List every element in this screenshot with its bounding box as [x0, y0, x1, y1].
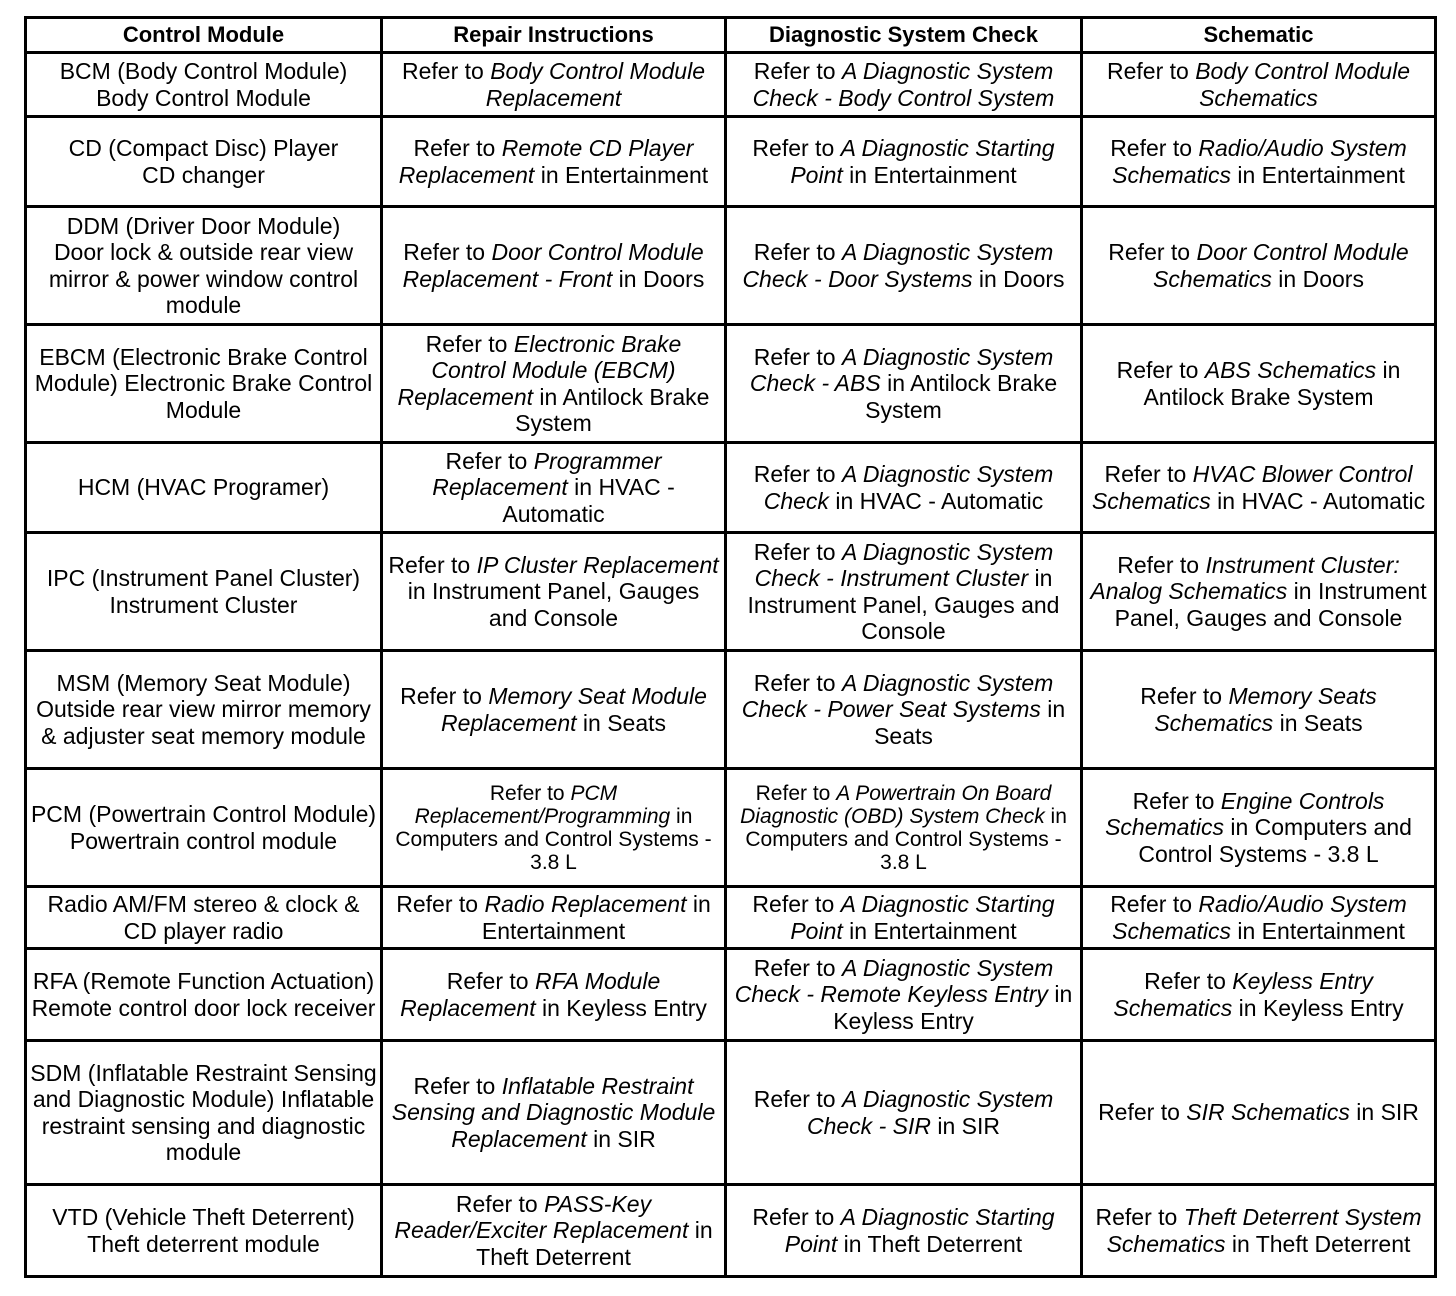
- ref-suffix: in Computers and Control Systems - 3.8 L: [395, 804, 712, 874]
- diag-cell: [726, 887, 1082, 949]
- ref-prefix: Refer to: [1140, 683, 1229, 709]
- ref-prefix: Refer to: [400, 683, 489, 709]
- module-line: CD (Compact Disc) Player: [68, 135, 339, 161]
- ref-suffix: in Instrument Panel, Gauges and Console: [1114, 578, 1427, 631]
- module-cell: [26, 1185, 382, 1277]
- ref-suffix: in Doors: [612, 265, 705, 292]
- ref-suffix: in HVAC - Automatic: [828, 487, 1044, 514]
- module-cell: [26, 117, 382, 207]
- ref-title: ABS Schematics: [1204, 357, 1377, 383]
- repair-cell: [382, 769, 726, 887]
- ref-suffix: in Keyless Entry: [535, 994, 707, 1021]
- ref-prefix: Refer to: [413, 135, 502, 161]
- ref-prefix: Refer to: [425, 330, 514, 357]
- repair-cell: [382, 887, 726, 949]
- schematic-cell: [1082, 117, 1436, 207]
- header-row: [26, 18, 1436, 53]
- ref-title: Memory Seat Module Replacement: [440, 683, 707, 736]
- module-line: PCM (Powertrain Control Module) Powertrain control module: [30, 801, 377, 854]
- ref-title: A Diagnostic System Check: [763, 461, 1054, 514]
- table-row: [26, 53, 1436, 117]
- ref-prefix: Refer to: [753, 538, 842, 565]
- module-cell: [26, 533, 382, 651]
- module-line: EBCM (Electronic Brake Control Module) Electronic Brake Control Module: [34, 343, 373, 423]
- repair-cell: [382, 1041, 726, 1185]
- ref-title: Radio Replacement: [484, 891, 687, 917]
- document-page: [24, 16, 1434, 1278]
- ref-title: A Diagnostic Starting Point: [790, 135, 1055, 188]
- module-cell: [26, 325, 382, 443]
- ref-title: A Diagnostic System Check - Instrument Cluster: [754, 538, 1054, 591]
- ref-title: Radio/Audio System Schematics: [1112, 891, 1407, 944]
- schematic-cell: [1082, 207, 1436, 325]
- ref-title: Remote CD Player Replacement: [398, 135, 694, 188]
- ref-suffix: in Entertainment: [1231, 917, 1405, 944]
- ref-suffix: in Doors: [1271, 265, 1364, 292]
- table-row: [26, 325, 1436, 443]
- ref-title: Keyless Entry Schematics: [1113, 968, 1373, 1021]
- diag-cell: [726, 1041, 1082, 1185]
- diag-cell: [726, 325, 1082, 443]
- ref-title: SIR Schematics: [1186, 1099, 1350, 1126]
- ref-title: Engine Controls Schematics: [1105, 787, 1385, 841]
- diag-cell: [726, 533, 1082, 651]
- ref-prefix: Refer to: [413, 1072, 502, 1099]
- ref-suffix: in SIR: [930, 1112, 1000, 1139]
- ref-prefix: Refer to: [1116, 357, 1205, 383]
- table-row: [26, 769, 1436, 887]
- ref-suffix: in Seats: [874, 696, 1066, 749]
- repair-cell: [382, 949, 726, 1041]
- ref-prefix: Refer to: [1095, 1204, 1184, 1230]
- module-cell: [26, 949, 382, 1041]
- schematic-cell: [1082, 443, 1436, 533]
- ref-title: IP Cluster Replacement: [476, 551, 719, 578]
- module-cell: [26, 769, 382, 887]
- diag-cell: [726, 949, 1082, 1041]
- header-control-module: Control Module: [26, 18, 382, 53]
- ref-suffix: in Entertainment: [534, 161, 709, 188]
- module-line: RFA (Remote Function Actuation) Remote control door lock receiver: [31, 968, 376, 1021]
- schematic-cell: [1082, 53, 1436, 117]
- ref-suffix: in Antilock Brake System: [1143, 357, 1401, 410]
- module-line: SDM (Inflatable Restraint Sensing and Diagnostic Module) Inflatable restraint sensing and diagnostic module: [30, 1059, 377, 1165]
- ref-title: A Diagnostic System Check - ABS: [749, 343, 1054, 397]
- ref-prefix: Refer to: [753, 239, 842, 265]
- ref-title: PASS-Key Reader/Exciter Replacement: [394, 1190, 689, 1244]
- header-diagnostic-system-check: Diagnostic System Check: [726, 18, 1082, 53]
- ref-prefix: Refer to: [1132, 787, 1221, 814]
- ref-prefix: Refer to: [403, 239, 492, 265]
- header-repair-instructions: Repair Instructions: [382, 18, 726, 53]
- ref-title: A Diagnostic Starting Point: [784, 1204, 1055, 1257]
- module-line: Door lock & outside rear view mirror & power window control module: [48, 239, 359, 318]
- ref-suffix: in HVAC - Automatic: [502, 474, 675, 527]
- ref-suffix: in Theft Deterrent: [1225, 1230, 1411, 1257]
- schematic-cell: [1082, 533, 1436, 651]
- module-line: Theft deterrent module: [87, 1230, 320, 1257]
- ref-prefix: Refer to: [753, 343, 842, 370]
- ref-title: A Powertrain On Board Diagnostic (OBD) System Check: [740, 781, 1052, 828]
- ref-suffix: in SIR: [1349, 1099, 1419, 1126]
- ref-suffix: in Theft Deterrent: [837, 1230, 1023, 1257]
- ref-title: Memory Seats Schematics: [1154, 683, 1377, 736]
- repair-cell: [382, 443, 726, 533]
- ref-suffix: in Antilock Brake System: [515, 383, 710, 436]
- module-line: IPC (Instrument Panel Cluster) Instrument Cluster: [46, 565, 361, 618]
- table-row: [26, 207, 1436, 325]
- table-row: [26, 443, 1436, 533]
- repair-cell: [382, 1185, 726, 1277]
- ref-prefix: Refer to: [752, 135, 841, 161]
- schematic-cell: [1082, 949, 1436, 1041]
- ref-prefix: Refer to: [489, 781, 571, 805]
- ref-suffix: in Entertainment: [481, 891, 711, 944]
- module-line: VTD (Vehicle Theft Deterrent): [52, 1204, 355, 1230]
- ref-prefix: Refer to: [1144, 968, 1233, 994]
- ref-prefix: Refer to: [753, 669, 842, 696]
- table-row: [26, 651, 1436, 769]
- table-row: [26, 533, 1436, 651]
- module-line: MSM (Memory Seat Module): [56, 669, 351, 696]
- ref-title: Radio/Audio System Schematics: [1112, 135, 1407, 188]
- header-schematic: Schematic: [1082, 18, 1436, 53]
- ref-suffix: in Seats: [1273, 709, 1363, 736]
- diag-cell: [726, 117, 1082, 207]
- ref-suffix: in Computers and Control Systems - 3.8 L: [1138, 814, 1412, 867]
- schematic-cell: [1082, 887, 1436, 949]
- ref-title: Body Control Module Replacement: [485, 58, 705, 111]
- module-cell: [26, 207, 382, 325]
- ref-prefix: Refer to: [401, 58, 491, 84]
- schematic-cell: [1082, 769, 1436, 887]
- module-line: Body Control Module: [96, 84, 311, 111]
- ref-suffix: in Entertainment: [1231, 161, 1405, 188]
- repair-cell: [382, 207, 726, 325]
- repair-cell: [382, 533, 726, 651]
- ref-prefix: Refer to: [445, 447, 534, 474]
- schematic-cell: [1082, 1185, 1436, 1277]
- ref-suffix: in Entertainment: [842, 917, 1017, 944]
- diag-cell: [726, 651, 1082, 769]
- ref-title: A Diagnostic Starting Point: [790, 891, 1055, 944]
- ref-prefix: Refer to: [1110, 891, 1199, 917]
- module-cell: [26, 651, 382, 769]
- ref-prefix: Refer to: [446, 968, 535, 994]
- ref-prefix: Refer to: [1117, 551, 1206, 578]
- repair-cell: [382, 651, 726, 769]
- ref-suffix: in Computers and Control Systems - 3.8 L: [745, 804, 1067, 874]
- diag-cell: [726, 1185, 1082, 1277]
- ref-prefix: Refer to: [388, 551, 477, 578]
- module-cell: [26, 887, 382, 949]
- module-line: Radio AM/FM stereo & clock & CD player radio: [47, 891, 360, 944]
- ref-title: A Diagnostic System Check - Body Control System: [752, 58, 1055, 111]
- ref-prefix: Refer to: [755, 781, 837, 805]
- ref-title: Body Control Module Schematics: [1195, 58, 1410, 111]
- ref-suffix: in Instrument Panel, Gauges and Console: [407, 578, 700, 631]
- ref-prefix: Refer to: [752, 891, 841, 917]
- ref-title: Door Control Module Schematics: [1153, 239, 1409, 292]
- ref-suffix: in Antilock Brake System: [865, 370, 1058, 423]
- ref-suffix: in Instrument Panel, Gauges and Console: [747, 565, 1060, 644]
- table-row: [26, 949, 1436, 1041]
- diag-cell: [726, 443, 1082, 533]
- ref-title: A Diagnostic System Check - Remote Keyless Entry: [734, 954, 1054, 1008]
- schematic-cell: [1082, 325, 1436, 443]
- module-cell: [26, 53, 382, 117]
- table-row: [26, 1185, 1436, 1277]
- table-row: [26, 887, 1436, 949]
- ref-prefix: Refer to: [753, 461, 842, 487]
- ref-prefix: Refer to: [455, 1190, 545, 1217]
- ref-title: A Diagnostic System Check - SIR: [806, 1086, 1054, 1139]
- ref-title: RFA Module Replacement: [400, 968, 661, 1021]
- ref-prefix: Refer to: [396, 891, 485, 917]
- module-cell: [26, 1041, 382, 1185]
- ref-prefix: Refer to: [753, 58, 842, 84]
- ref-title: Inflatable Restraint Sensing and Diagnostic Module Replacement: [391, 1072, 716, 1152]
- ref-prefix: Refer to: [752, 1204, 841, 1230]
- ref-prefix: Refer to: [1098, 1099, 1187, 1126]
- ref-suffix: in Doors: [972, 265, 1065, 292]
- schematic-cell: [1082, 1041, 1436, 1185]
- ref-prefix: Refer to: [753, 1086, 842, 1112]
- ref-prefix: Refer to: [1106, 58, 1196, 84]
- module-line: CD changer: [142, 161, 265, 188]
- module-line: Outside rear view mirror memory & adjuster seat memory module: [36, 696, 371, 749]
- diag-cell: [726, 769, 1082, 887]
- ref-suffix: in Keyless Entry: [833, 981, 1073, 1034]
- ref-title: PCM Replacement/Programming: [414, 781, 671, 828]
- module-line: DDM (Driver Door Module): [66, 212, 341, 239]
- repair-cell: [382, 325, 726, 443]
- ref-title: Electronic Brake Control Module (EBCM) Replacement: [397, 330, 682, 410]
- diag-cell: [726, 53, 1082, 117]
- repair-cell: [382, 117, 726, 207]
- repair-cell: [382, 53, 726, 117]
- ref-title: HVAC Blower Control Schematics: [1091, 461, 1413, 514]
- ref-prefix: Refer to: [1110, 135, 1199, 161]
- table-row: [26, 117, 1436, 207]
- ref-title: A Diagnostic System Check - Door Systems: [742, 239, 1054, 292]
- ref-suffix: in HVAC - Automatic: [1210, 487, 1426, 514]
- ref-suffix: in Theft Deterrent: [476, 1217, 713, 1270]
- ref-prefix: Refer to: [1108, 239, 1197, 265]
- ref-suffix: in Entertainment: [842, 161, 1017, 188]
- ref-title: Programmer Replacement: [432, 447, 662, 501]
- ref-suffix: in Seats: [576, 709, 667, 736]
- ref-title: A Diagnostic System Check - Power Seat Systems: [741, 669, 1054, 723]
- schematic-cell: [1082, 651, 1436, 769]
- ref-suffix: in Keyless Entry: [1232, 994, 1404, 1021]
- ref-suffix: in SIR: [586, 1125, 656, 1152]
- module-line: HCM (HVAC Programer): [77, 474, 330, 501]
- ref-title: Door Control Module Replacement - Front: [402, 239, 704, 292]
- control-module-table: [24, 16, 1437, 1278]
- module-cell: [26, 443, 382, 533]
- ref-title: Instrument Cluster: Analog Schematics: [1090, 551, 1400, 605]
- ref-title: Theft Deterrent System Schematics: [1106, 1204, 1422, 1257]
- ref-prefix: Refer to: [1104, 461, 1193, 487]
- table-row: [26, 1041, 1436, 1185]
- diag-cell: [726, 207, 1082, 325]
- ref-prefix: Refer to: [753, 954, 842, 981]
- module-line: BCM (Body Control Module): [59, 58, 348, 84]
